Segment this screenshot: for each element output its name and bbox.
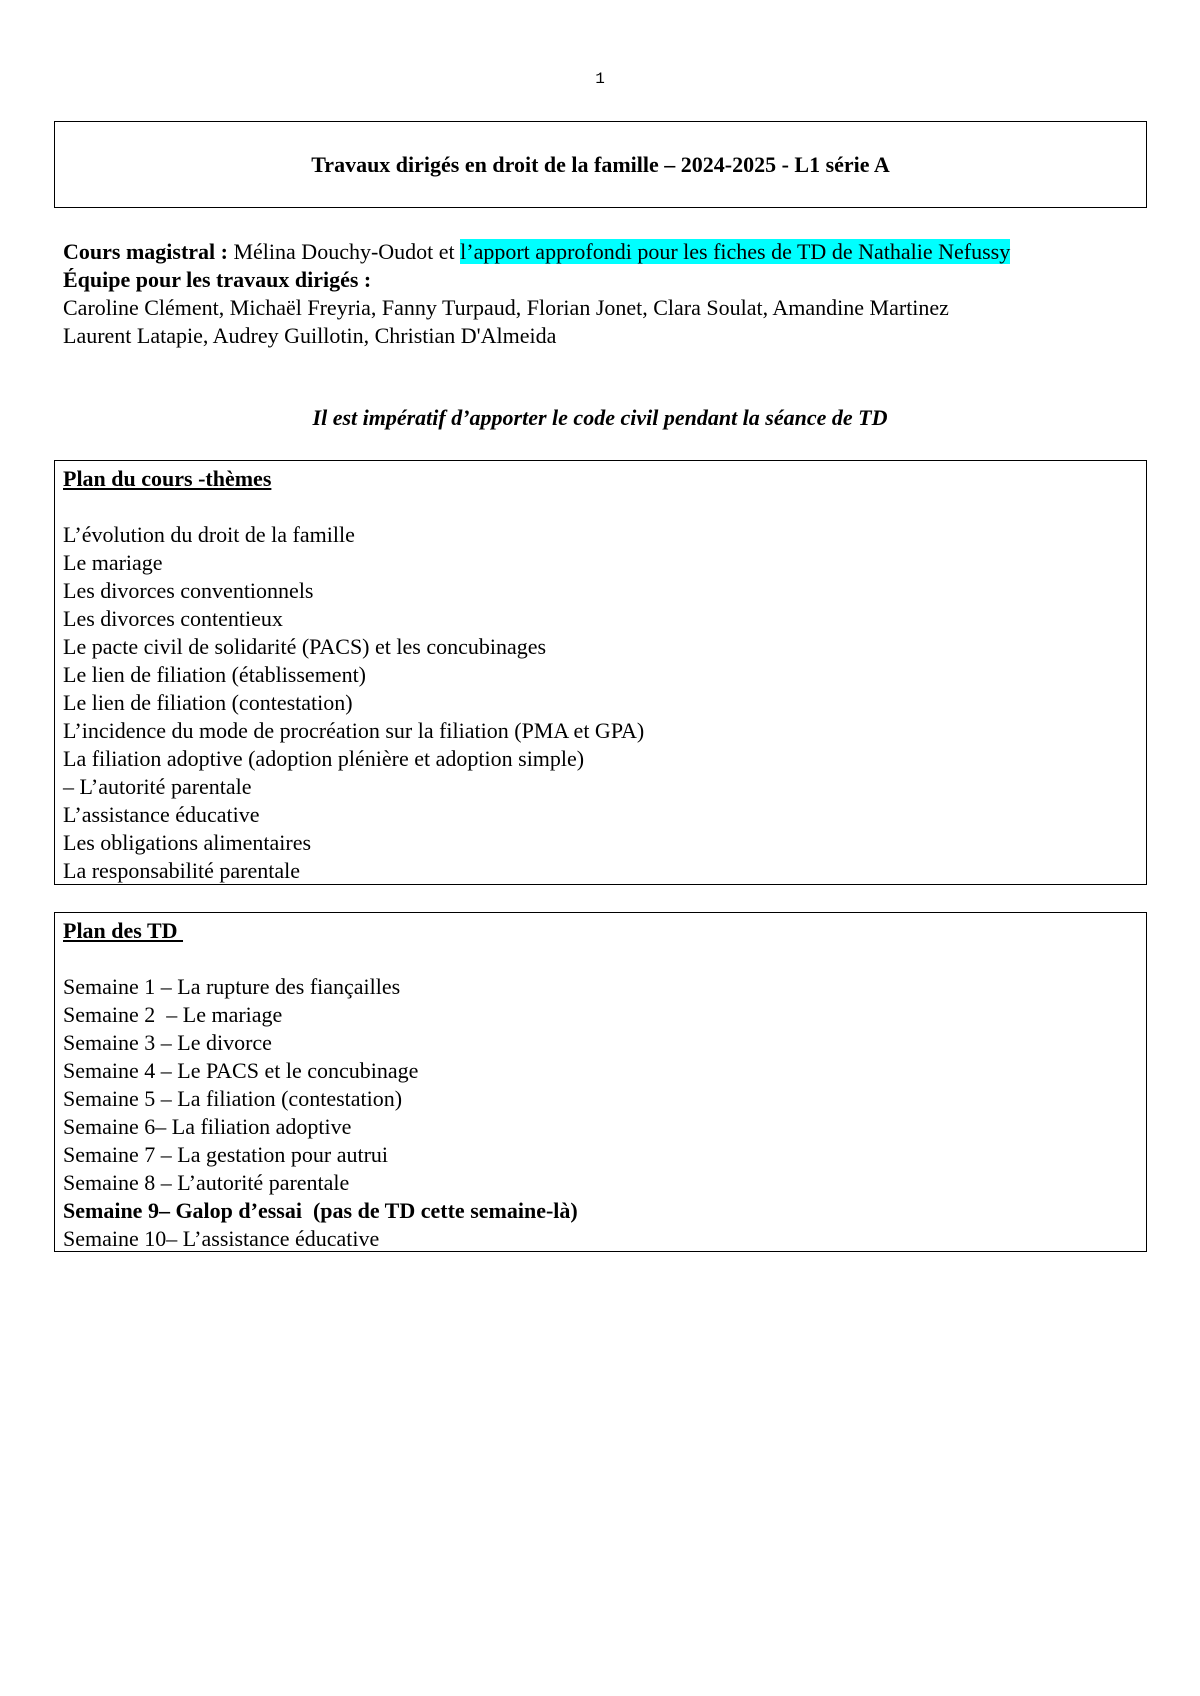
course-plan-item: Les divorces contentieux <box>63 606 283 631</box>
td-week-item: Semaine 6– La filiation adoptive <box>63 1114 352 1139</box>
td-week-item: Semaine 2 – Le mariage <box>63 1002 283 1027</box>
course-plan-item: L’incidence du mode de procréation sur la filiation (PMA et GPA) <box>63 718 645 743</box>
td-plan-box <box>54 912 1147 1252</box>
course-plan-item: L’assistance éducative <box>63 802 260 827</box>
team-members-line-1: Caroline Clément, Michaël Freyria, Fanny Turpaud, Florian Jonet, Clara Soulat, Amandine Martinez <box>63 295 949 320</box>
title-box <box>54 121 1147 208</box>
td-week-item: Semaine 4 – Le PACS et le concubinage <box>63 1058 419 1083</box>
course-plan-item: Le pacte civil de solidarité (PACS) et les concubinages <box>63 634 547 659</box>
team-label: Équipe pour les travaux dirigés : <box>63 267 372 292</box>
team-members-line-2: Laurent Latapie, Audrey Guillotin, Christian D'Almeida <box>63 323 557 348</box>
td-week-item: Semaine 10– L’assistance éducative <box>63 1226 380 1251</box>
course-plan-box <box>54 460 1147 885</box>
staff-section <box>63 238 1163 350</box>
course-plan-list <box>63 521 1146 885</box>
td-week-item: Semaine 8 – L’autorité parentale <box>63 1170 350 1195</box>
course-plan-item: Le mariage <box>63 550 163 575</box>
lecture-line <box>63 238 1163 266</box>
course-plan-item: La responsabilité parentale <box>63 858 301 883</box>
course-plan-item: Les obligations alimentaires <box>63 830 312 855</box>
td-plan-heading: Plan des TD <box>63 918 184 943</box>
course-plan-item: La filiation adoptive (adoption plénière et adoption simple) <box>63 746 585 771</box>
code-civil-notice: Il est impératif d’apporter le code civil pendant la séance de TD <box>312 405 888 430</box>
td-week-item-mock-exam: Semaine 9– Galop d’essai (pas de TD cette semaine-là) <box>63 1198 578 1223</box>
course-plan-item: – L’autorité parentale <box>63 774 252 799</box>
page-number: 1 <box>595 70 605 88</box>
lecture-label: Cours magistral : <box>63 239 228 264</box>
td-plan-list <box>63 973 1146 1253</box>
team-label-line <box>63 266 1163 294</box>
td-week-item: Semaine 1 – La rupture des fiançailles <box>63 974 401 999</box>
course-plan-item: L’évolution du droit de la famille <box>63 522 355 547</box>
course-plan-item: Le lien de filiation (contestation) <box>63 690 353 715</box>
highlighted-note: l’apport approfondi pour les fiches de TD de Nathalie Nefussy <box>460 239 1011 264</box>
document-title: Travaux dirigés en droit de la famille – 2024-2025 - L1 série A <box>311 151 890 177</box>
td-week-item: Semaine 3 – Le divorce <box>63 1030 272 1055</box>
course-plan-item: Le lien de filiation (établissement) <box>63 662 367 687</box>
td-week-item: Semaine 7 – La gestation pour autrui <box>63 1142 389 1167</box>
course-plan-item: Les divorces conventionnels <box>63 578 314 603</box>
lecturer-name: Mélina Douchy-Oudot et <box>227 239 461 264</box>
course-plan-heading: Plan du cours -thèmes <box>63 466 272 491</box>
td-week-item: Semaine 5 – La filiation (contestation) <box>63 1086 403 1111</box>
